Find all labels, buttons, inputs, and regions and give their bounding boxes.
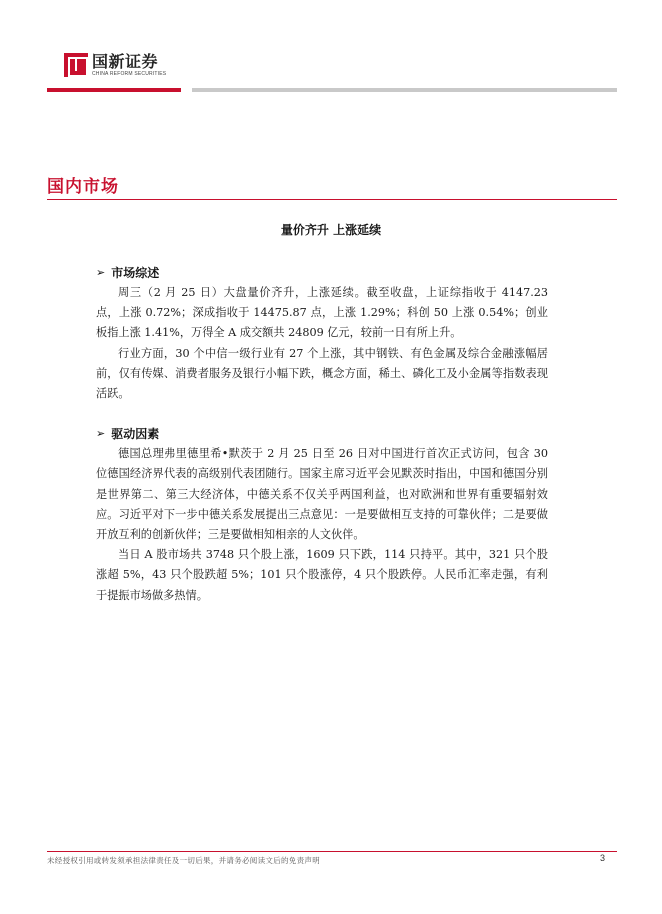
section-title: 国内市场 <box>47 177 119 197</box>
report-subtitle: 量价齐升 上涨延续 <box>280 223 382 237</box>
market-overview-paragraph-2: 行业方面，30 个中信一级行业有 27 个上涨，其中钢铁、有色金属及综合金融涨幅居前，仅有传媒、消费者服务及银行小幅下跌，概念方面，稀土、磷化工及小金属等指数表现活跃。 <box>96 346 548 401</box>
header-bar-grey <box>192 88 617 92</box>
section-divider <box>47 199 617 200</box>
company-logo <box>64 52 166 78</box>
market-overview-paragraph-1: 周三（2 月 25 日）大盘量价齐升，上涨延续。截至收盘，上证综指收于 4147.23 点，上涨 0.72%；深成指收于 14475.87 点，上涨 1.29%；科创 50 上涨 0.54%；创业板指上涨 1.41%，万得全 A 成交额共 24809 亿元，较前一日有所上升。 <box>96 286 548 340</box>
arrow-bullet-icon: ➢ <box>96 266 106 279</box>
report-body <box>96 263 548 606</box>
header-bar-accent <box>47 88 181 92</box>
logo-name-cn: 国新证券 <box>92 51 159 71</box>
footer-divider <box>47 851 617 852</box>
logo-text <box>92 51 167 77</box>
drivers-paragraph-1: 德国总理弗里德里希•默茨于 2 月 25 日至 26 日对中国进行首次正式访问，包含 30 位德国经济界代表的高级别代表团随行。国家主席习近平会见默茨时指出，中国和德国分别是世界第二、第三大经济体，中德关系不仅关乎两国利益，也对欧洲和世界有重要辐射效应。习近平对下一步中德关系发展提出三点意见：一是要做相互支持的可靠伙伴；二是要做开放互利的创新伙伴；三是要做相知相亲的人文伙伴。 <box>96 447 548 542</box>
market-overview-heading-text: 市场综述 <box>111 266 160 280</box>
drivers-heading <box>96 424 548 444</box>
page-number: 3 <box>600 853 606 863</box>
logo-name-en: CHINA REFORM SECURITIES <box>92 70 167 77</box>
drivers-heading-text: 驱动因素 <box>111 427 160 442</box>
drivers-paragraph-2: 当日 A 股市场共 3748 只个股上涨，1609 只下跌，114 只持平。其中，321 只个股涨超 5%，43 只个股跌超 5%；101 只个股涨停，4 只个股跌停。人民币汇率走强，有利于提振市场做多热情。 <box>96 548 548 602</box>
arrow-bullet-icon: ➢ <box>96 427 106 441</box>
market-overview-heading <box>96 263 548 283</box>
logo-mark-icon <box>64 53 88 77</box>
footer-disclaimer: 未经授权引用或转发须承担法律责任及一切后果，并请务必阅读文后的免责声明 <box>47 856 320 865</box>
